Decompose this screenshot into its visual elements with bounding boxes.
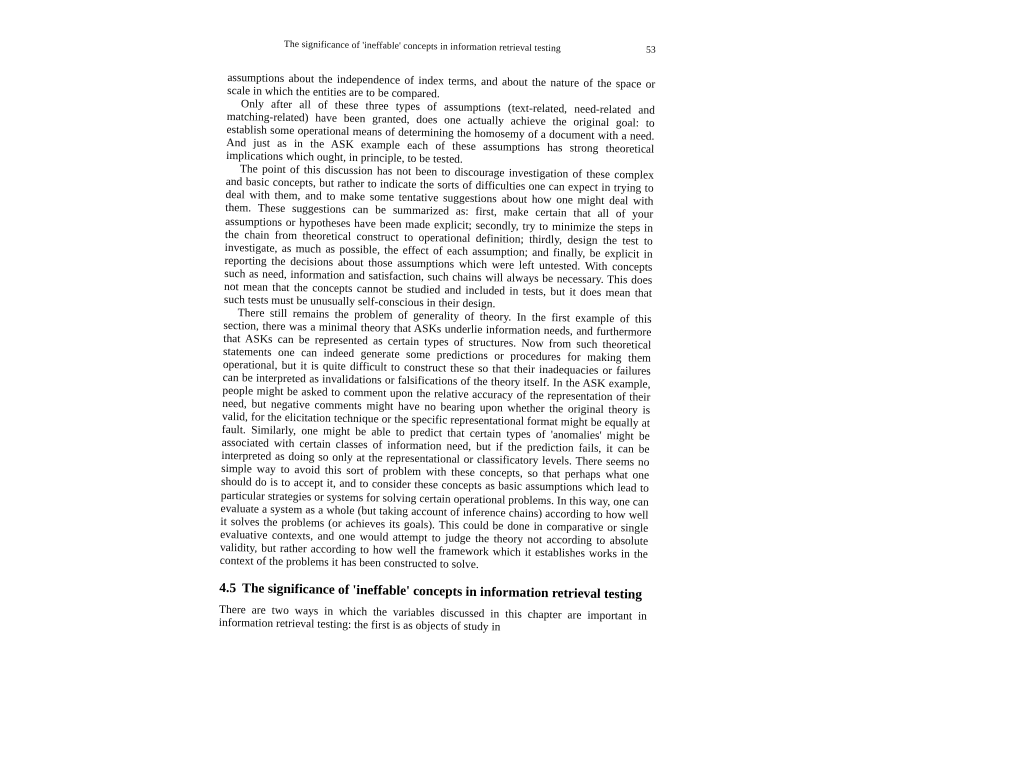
paragraph: The point of this discussion has not been to discourage investigation of these complex and basic concepts, but rather to indicate the sorts of difficulties one can expect in trying to deal with them, and to make some tentative suggestions about how one might deal with them. These suggestions can be summarized as: first, make certain that all of your assumptions or hypotheses have been made explicit; secondly, try to minimize the steps in the chain from theoretical construct to operational definition; thirdly, design the test to investigate, as much as possible, the effect of each assumption; and finally, be explicit in reporting the decisions about those assumptions which were left untested. With concepts such as need, information and satisfaction, such chains will always be necessary. This does not mean that the concepts cannot be studied and included in tests, but it does mean that such tests must be unusually self-conscious in their design. <box>223 163 654 311</box>
running-header-title: The significance of 'ineffable' concepts in information retrieval testing <box>283 38 561 55</box>
paragraph: Only after all of these three types of assumptions (text-related, need-related and matching-related) have been granted, does one actually achieve the original goal: to establish some operational means of determining the homosemy of a document with a need. And just as in the ASK example each of these assumptions has strong theoretical implications which ought, in principle, to be tested. <box>226 98 656 166</box>
page-content <box>219 38 656 637</box>
paragraph: There still remains the problem of generality of theory. In the first example of this section, there was a minimal theory that ASKs underlie information needs, and furthermore that ASKs can be represented as certain types of structures. Now from such theoretical statements one can indeed generate some predictions or procedures for making them operational, but it is quite difficult to construct these so that their inadequacies or failures can be interpreted as invalidations or falsifications of the theory itself. In the ASK example, people might be asked to comment upon the relative accuracy of the representation of their need, but negative comments might have no bearing upon whether the original theory is valid, for the elicitation technique or the specific representational format might be equally at fault. Similarly, one might be able to predict that certain types of 'anomalies' might be associated with certain classes of information need, but if the prediction fails, it can be interpreted as doing so only at the representational or classificatory levels. There seems no simple way to avoid this sort of problem with these concepts, so that perhaps what one should do is to accept it, and to consider these concepts as basic assumptions which lead to particular strategies or systems for solving certain operational problems. In this way, one can evaluate a system as a whole (but taking account of inference chains) according to how well it solves the problems (or achieves its goals). This could be done in comparative or single evaluative contexts, and one would attempt to judge the theory not according to absolute validity, but rather according to how well the framework which it establishes works in the context of the problems it has been constructed to solve. <box>219 307 652 571</box>
section-title: The significance of 'ineffable' concepts in information retrieval testing <box>242 580 643 602</box>
page-number: 53 <box>645 44 656 56</box>
section-number: 4.5 <box>219 579 237 595</box>
section-heading <box>219 580 647 602</box>
paragraph-continuation: assumptions about the independence of index terms, and about the nature of the space or scale in which the entities are to be compared. <box>227 71 656 101</box>
section-body <box>219 604 647 637</box>
running-header <box>228 38 656 61</box>
body-text <box>220 72 656 574</box>
paragraph: There are two ways in which the variables discussed in this chapter are important in information retrieval testing: the first is as objects of study in <box>218 603 648 634</box>
